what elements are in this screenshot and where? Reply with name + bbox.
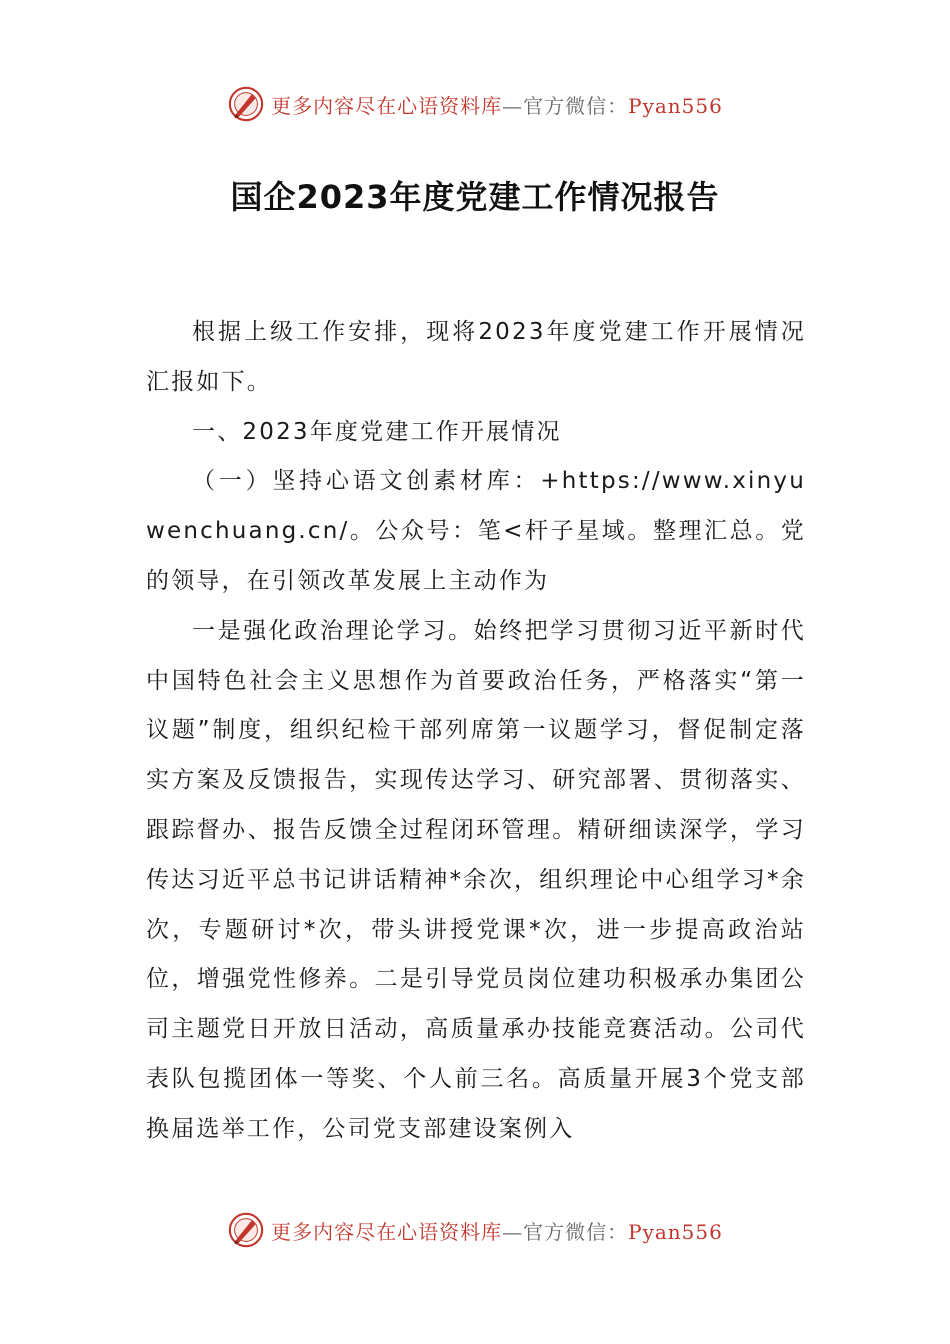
banner-dash: —	[502, 93, 524, 118]
pen-logo-icon	[227, 85, 265, 123]
banner-wechat-id: Pyan556	[628, 1219, 723, 1244]
banner-wechat-label: 官方微信：	[523, 1219, 629, 1244]
banner-dash: —	[502, 1219, 524, 1244]
banner-site: 更多内容尽在心语资料库	[271, 93, 503, 118]
banner-text	[271, 90, 723, 119]
subsection-heading: （一）坚持心语文创素材库：+https://www.xinyuwenchuang.cn/。公众号：笔<杆子星域。整理汇总。党的领导，在引领改革发展上主动作为	[146, 468, 806, 594]
banner-wechat-id: Pyan556	[628, 93, 723, 118]
section-heading: 一、2023年度党建工作开展情况	[192, 418, 562, 445]
paragraph: 根据上级工作安排，现将2023年度党建工作开展情况汇报如下。	[146, 319, 806, 395]
header-banner	[0, 84, 950, 124]
paragraph: 一是强化政治理论学习。始终把学习贯彻习近平新时代中国特色社会主义思想作为首要政治任务，严格落实“第一议题”制度，组织纪检干部列席第一议题学习，督促制定落实方案及反馈报告，实现传达学习、研究部署、贯彻落实、跟踪督办、报告反馈全过程闭环管理。精研细读深学，学习传达习近平总书记讲话精神*余次，组织理论中心组学习*余次，专题研讨*次，带头讲授党课*次，进一步提高政治站位，增强党性修养。二是引导党员岗位建功积极承办集团公司主题党日开放日活动，高质量承办技能竞赛活动。公司代表队包揽团体一等奖、个人前三名。高质量开展3个党支部换届选举工作，公司党支部建设案例入	[146, 617, 806, 1142]
banner-site: 更多内容尽在心语资料库	[271, 1219, 503, 1244]
footer-banner	[0, 1210, 950, 1250]
document-title: 国企2023年度党建工作情况报告	[230, 178, 720, 216]
banner-wechat-label: 官方微信：	[523, 93, 629, 118]
banner-text	[271, 1216, 723, 1245]
pen-logo-icon	[227, 1211, 265, 1249]
document-body	[146, 308, 806, 1155]
